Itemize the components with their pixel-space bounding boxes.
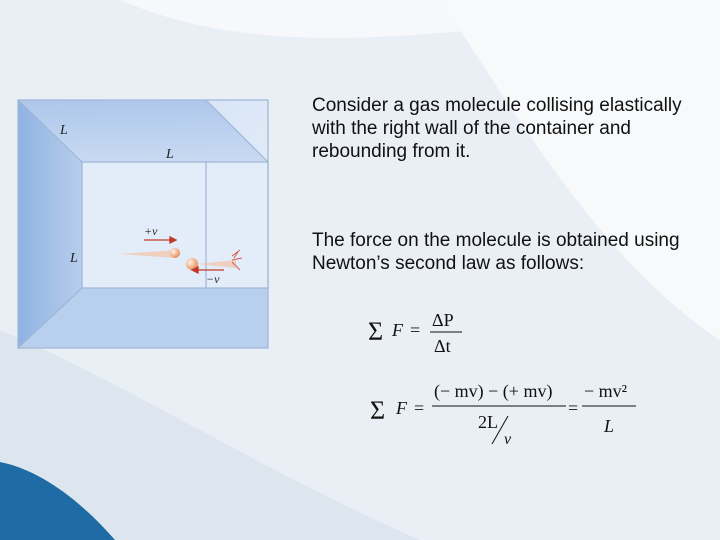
edge-label-side: L — [70, 251, 78, 266]
eq2-denominator-main: 2L — [478, 412, 498, 432]
equation-1 — [368, 310, 462, 356]
eq2-sigma: Σ — [370, 396, 386, 425]
svg-text:=: = — [568, 398, 579, 418]
velocity-label-out: −v — [206, 272, 220, 286]
eq2-denominator-sub: v — [504, 431, 512, 448]
eq2-numerator: (− mv) − (+ mv) — [434, 381, 553, 401]
edge-label-top: L — [60, 123, 68, 138]
eq1-numerator: ΔP — [432, 310, 454, 330]
svg-text:=: = — [410, 320, 421, 340]
eq1-sigma: Σ — [368, 317, 384, 346]
paragraph-newton: The force on the molecule is obtained using Newton’s second law as follows: — [312, 230, 680, 274]
svg-text:=: = — [414, 398, 425, 418]
eq2-rhs-numerator: − mv² — [584, 381, 628, 401]
eq1-lhs-f: F — [392, 320, 403, 340]
paragraph-collision: Consider a gas molecule collising elastically with the right wall of the container and rebounding from it. — [312, 95, 682, 162]
equation-2 — [370, 381, 636, 448]
eq2-lhs-f: F — [396, 398, 407, 418]
eq2-rhs-denominator: L — [604, 416, 615, 436]
velocity-label-in: +v — [144, 224, 158, 238]
eq1-denominator: Δt — [434, 336, 451, 356]
edge-label-depth: L — [166, 147, 174, 162]
